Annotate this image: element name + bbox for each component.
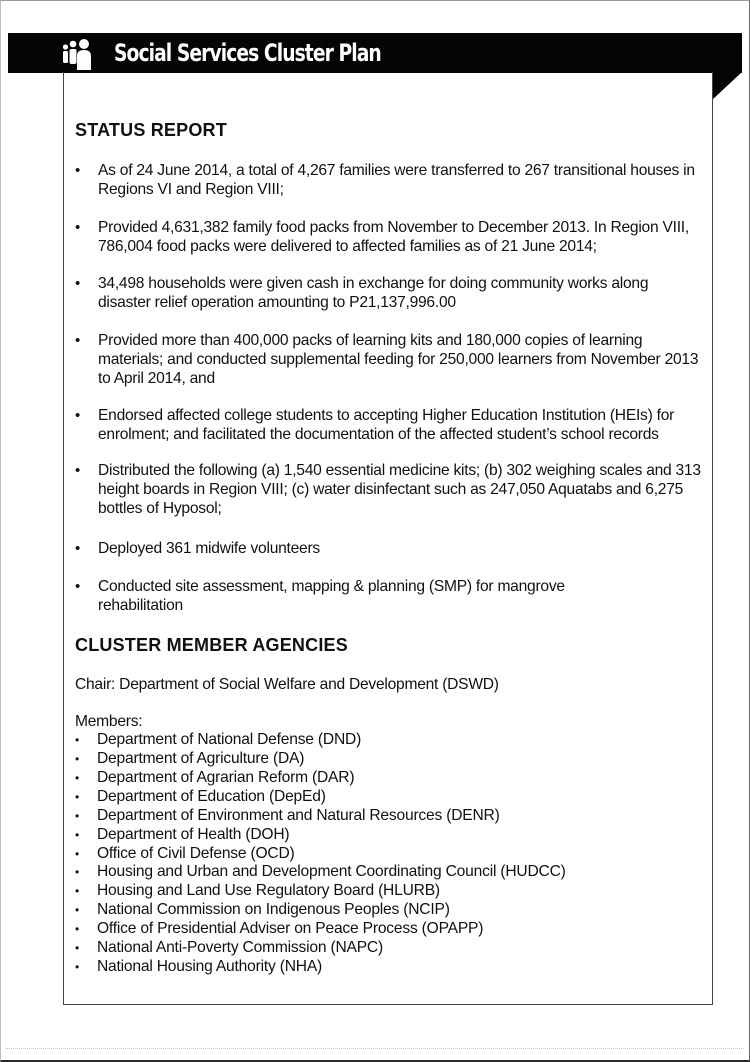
bullet-icon: • — [75, 540, 81, 557]
bullet-icon: • — [75, 828, 80, 842]
member-name: National Commission on Indigenous Peoples (NCIP) — [97, 901, 450, 918]
member-name: Office of Presidential Adviser on Peace Process (OPAPP) — [97, 920, 484, 937]
status-item — [75, 577, 703, 615]
bullet-icon: • — [75, 941, 80, 955]
bullet-icon: • — [75, 162, 81, 179]
member-name: Office of Civil Defense (OCD) — [97, 845, 295, 862]
status-item-text: Provided more than 400,000 packs of learning kits and 180,000 copies of learning materials; and conducted supplemental feeding for 250,000 learners from November 2013 to April 2014, and — [98, 332, 699, 387]
member-item — [75, 768, 354, 788]
member-item — [75, 919, 483, 939]
status-item-text: Deployed 361 midwife volunteers — [98, 540, 320, 557]
member-item — [75, 749, 304, 769]
status-item — [75, 274, 703, 312]
member-name: Department of Health (DOH) — [97, 826, 290, 843]
bullet-icon: • — [75, 847, 80, 861]
page-title: Social Services Cluster Plan — [114, 39, 381, 67]
member-item — [75, 957, 322, 977]
status-item — [75, 331, 703, 388]
status-item-text: Conducted site assessment, mapping & planning (SMP) for mangrove rehabilitation — [98, 578, 565, 614]
bottom-rule — [6, 1048, 744, 1049]
status-item-text: 34,498 households were given cash in exchange for doing community works along disaster relief operation amounting to P21,137,996.00 — [98, 275, 649, 311]
bullet-icon: • — [75, 884, 80, 898]
member-name: Department of Agriculture (DA) — [97, 750, 305, 767]
bullet-icon: • — [75, 865, 80, 879]
bullet-icon: • — [75, 752, 80, 766]
bullet-icon: • — [75, 332, 81, 349]
cluster-members-heading: CLUSTER MEMBER AGENCIES — [75, 635, 348, 655]
member-item — [75, 787, 326, 807]
member-name: National Housing Authority (NHA) — [97, 958, 323, 975]
member-name: Department of National Defense (DND) — [97, 731, 362, 748]
bullet-icon: • — [75, 922, 80, 936]
member-name: Department of Environment and Natural Resources (DENR) — [97, 807, 500, 824]
bullet-icon: • — [75, 960, 80, 974]
member-item — [75, 938, 383, 958]
bullet-icon: • — [75, 733, 80, 747]
bullet-icon: • — [75, 771, 80, 785]
member-name: Housing and Urban and Development Coordinating Council (HUDCC) — [97, 863, 566, 880]
status-item-text: As of 24 June 2014, a total of 4,267 families were transferred to 267 transitional houses in Regions VI and Region VIII; — [98, 162, 695, 198]
member-name: Department of Education (DepEd) — [97, 788, 326, 805]
member-item — [75, 825, 289, 845]
header-banner-tab — [712, 72, 742, 100]
people-group-icon — [62, 38, 98, 70]
member-item — [75, 730, 361, 750]
status-item — [75, 461, 703, 518]
member-item — [75, 844, 295, 864]
status-report-heading: STATUS REPORT — [75, 120, 227, 140]
member-name: National Anti-Poverty Commission (NAPC) — [97, 939, 383, 956]
bullet-icon: • — [75, 219, 81, 236]
status-item-text: Provided 4,631,382 family food packs from November to December 2013. In Region VIII, 786,004 food packs were delivered to affected families as of 21 June 2014; — [98, 219, 689, 255]
members-label: Members: — [75, 713, 143, 730]
member-item — [75, 881, 440, 901]
status-item-text: Distributed the following (a) 1,540 essential medicine kits; (b) 302 weighing scales and 313 height boards in Region VIII; (c) water disinfectant such as 247,050 Aquatabs and 6,275 bottles of Hyposol; — [98, 462, 701, 517]
member-item — [75, 806, 500, 826]
bullet-icon: • — [75, 809, 80, 823]
member-item — [75, 900, 450, 920]
member-name: Department of Agrarian Reform (DAR) — [97, 769, 355, 786]
chair-line: Chair: Department of Social Welfare and Development (DSWD) — [75, 676, 499, 693]
status-item — [75, 539, 703, 558]
status-item — [75, 218, 703, 256]
member-name: Housing and Land Use Regulatory Board (HLURB) — [97, 882, 440, 899]
bullet-icon: • — [75, 407, 81, 424]
status-item — [75, 161, 703, 199]
status-item-text: Endorsed affected college students to accepting Higher Education Institution (HEIs) for enrolment; and facilitated the documentation of the affected student’s school records — [98, 407, 675, 443]
bullet-icon: • — [75, 790, 80, 804]
bullet-icon: • — [75, 462, 81, 479]
bullet-icon: • — [75, 275, 81, 292]
member-item — [75, 862, 566, 882]
bullet-icon: • — [75, 578, 81, 595]
bullet-icon: • — [75, 903, 80, 917]
status-item — [75, 406, 703, 444]
